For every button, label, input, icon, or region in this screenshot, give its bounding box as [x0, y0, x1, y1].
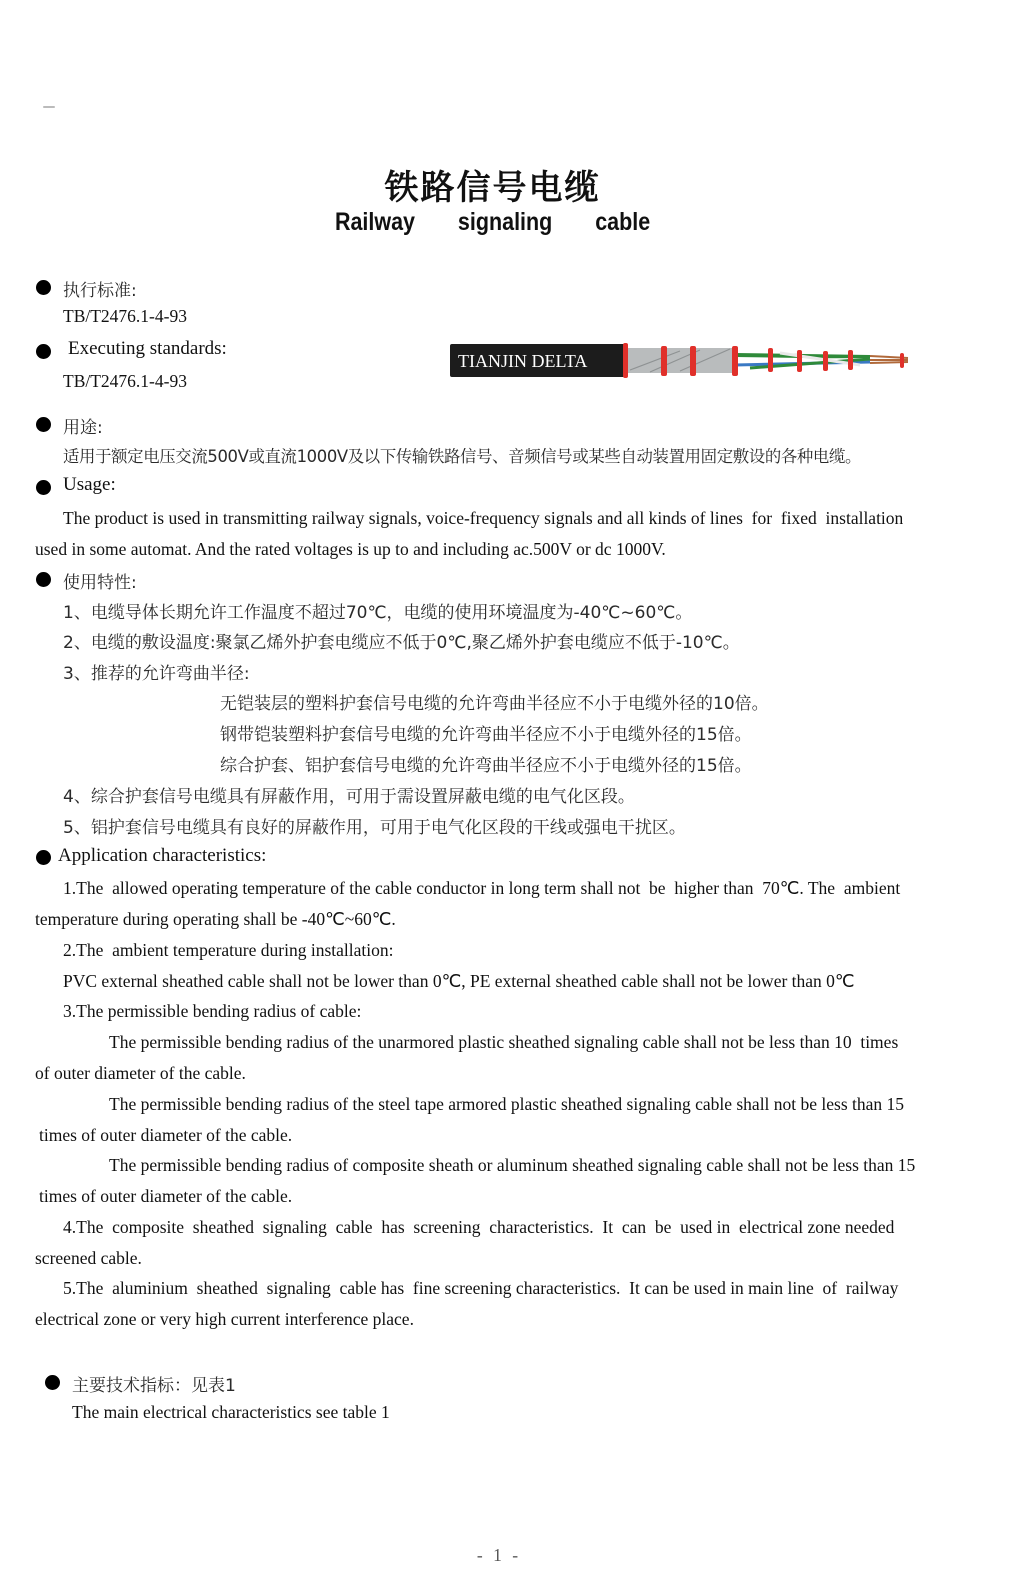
characteristics-en-item-2-line-2: PVC external sheathed cable shall not be lower than 0℃, PE external sheathed cable shall not be lower than 0℃: [63, 971, 855, 991]
usage-body-en-line1: The product is used in transmitting railway signals, voice-frequency signals and all kinds of lines for fixed installation: [63, 508, 904, 528]
cable-product-image: [450, 335, 920, 383]
characteristics-cn-item-3-sub-2: 钢带铠装塑料护套信号电缆的允许弯曲半径应不小于电缆外径的15倍。: [220, 725, 752, 745]
standards-value-en: TB/T2476.1-4-93: [63, 371, 187, 391]
usage-body-cn: 适用于额定电压交流500V或直流1000V及以下传输铁路信号、音频信号或某些自动装置用固定敷设的各种电缆。: [63, 447, 862, 466]
characteristics-en-item-3-sub-3-line-2: times of outer diameter of the cable.: [39, 1186, 293, 1206]
characteristics-en-item-5-line-2: electrical zone or very high current interference place.: [35, 1309, 414, 1329]
characteristics-en-item-4-line-2: screened cable.: [35, 1248, 142, 1268]
usage-heading-en: Usage:: [63, 474, 116, 495]
characteristics-en-item-3: 3.The permissible bending radius of cable:: [63, 1001, 362, 1021]
characteristics-en-item-2-line-1: 2.The ambient temperature during installation:: [63, 940, 394, 960]
characteristics-en-item-3-sub-2-line-2: times of outer diameter of the cable.: [39, 1125, 293, 1145]
main-specs-body-en: The main electrical characteristics see table 1: [72, 1402, 390, 1422]
bullet-icon: [36, 280, 51, 295]
bullet-icon: [36, 480, 51, 495]
page-title-en: Railway signaling cable: [334, 208, 651, 236]
usage-body-en-line2: used in some automat. And the rated voltages is up to and including ac.500V or dc 1000V.: [35, 539, 666, 559]
page-title-cn: 铁路信号电缆: [384, 168, 601, 208]
characteristics-cn-item-2: 2、电缆的敷设温度:聚氯乙烯外护套电缆应不低于0℃,聚乙烯外护套电缆应不低于-10℃。: [63, 633, 740, 653]
characteristics-en-item-3-sub-2-line-1: The permissible bending radius of the steel tape armored plastic sheathed signaling cable shall not be less than 15: [109, 1094, 905, 1114]
cable-conductors: [735, 353, 908, 368]
characteristics-en-item-3-sub-1-line-2: of outer diameter of the cable.: [35, 1063, 246, 1083]
bullet-icon: [36, 344, 51, 359]
main-specs-heading-cn: 主要技术指标：见表1: [72, 1376, 236, 1396]
bullet-icon: [45, 1375, 60, 1390]
standards-heading-en: Executing standards:: [68, 338, 227, 359]
characteristics-en-item-3-sub-1-line-1: The permissible bending radius of the unarmored plastic sheathed signaling cable shall not be less than 10 times: [109, 1032, 899, 1052]
bullet-icon: [36, 850, 51, 865]
characteristics-heading-en: Application characteristics:: [58, 845, 267, 866]
characteristics-en-item-4-line-1: 4.The composite sheathed signaling cable has screening characteristics. It can be used in electrical zone needed: [63, 1217, 895, 1237]
standards-heading-cn: 执行标准:: [63, 281, 137, 301]
characteristics-cn-item-3-sub-3: 综合护套、铝护套信号电缆的允许弯曲半径应不小于电缆外径的15倍。: [220, 756, 752, 776]
characteristics-heading-cn: 使用特性:: [63, 573, 137, 593]
characteristics-en-item-1-line-1: 1.The allowed operating temperature of the cable conductor in long term shall not be higher than 70℃. The ambient: [63, 878, 901, 898]
cable-shield: [625, 348, 735, 373]
page-number: - 1 -: [476, 1545, 519, 1565]
usage-heading-cn: 用途:: [63, 418, 103, 438]
characteristics-en-item-3-sub-3-line-1: The permissible bending radius of composite sheath or aluminum sheathed signaling cable shall not be less than 15: [109, 1155, 916, 1175]
characteristics-cn-item-3: 3、推荐的允许弯曲半径:: [63, 664, 250, 684]
bullet-icon: [36, 417, 51, 432]
scan-mark: [43, 106, 55, 108]
characteristics-cn-item-3-sub-1: 无铠装层的塑料护套信号电缆的允许弯曲半径应不小于电缆外径的10倍。: [220, 694, 769, 714]
characteristics-en-item-1-line-2: temperature during operating shall be -40℃~60℃.: [35, 909, 396, 929]
characteristics-cn-item-1: 1、电缆导体长期允许工作温度不超过70℃，电缆的使用环境温度为-40℃~60℃。: [63, 603, 693, 623]
bullet-icon: [36, 572, 51, 587]
characteristics-en-item-5-line-1: 5.The aluminium sheathed signaling cable has fine screening characteristics. It can be used in main line of railway: [63, 1278, 899, 1298]
standards-value-cn: TB/T2476.1-4-93: [63, 306, 187, 326]
characteristics-cn-item-5: 5、铝护套信号电缆具有良好的屏蔽作用，可用于电气化区段的干线或强电干扰区。: [63, 818, 686, 838]
characteristics-cn-item-4: 4、综合护套信号电缆具有屏蔽作用，可用于需设置屏蔽电缆的电气化区段。: [63, 787, 635, 807]
brand-label: TIANJIN DELTA: [458, 351, 588, 371]
